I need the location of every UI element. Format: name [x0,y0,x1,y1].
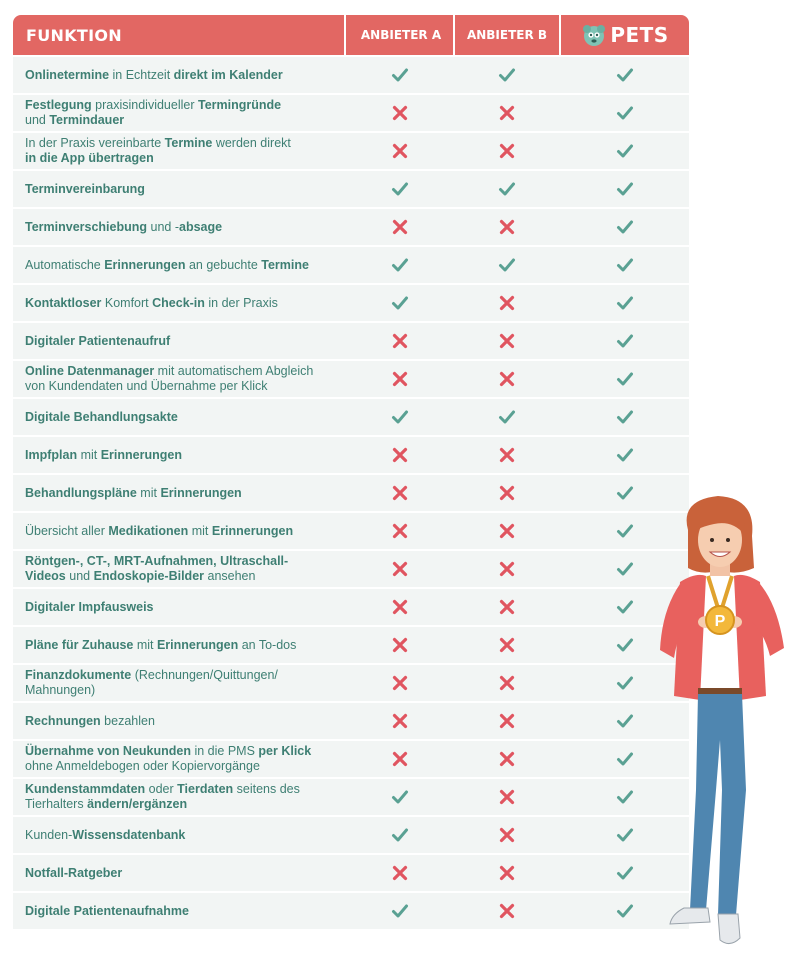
feature-text: Termine [164,136,213,150]
anbieter-a-cell [346,779,453,815]
feature-cell [13,513,344,549]
anbieter-b-cell [455,437,559,473]
feature-text: mit [133,637,157,652]
feature-text: Erinnerungen [211,523,294,538]
cross-icon [391,864,409,882]
pets-cell [561,285,689,321]
anbieter-a-cell [346,627,453,663]
feature-cell [13,741,344,777]
anbieter-b-cell [455,95,559,131]
feature-cell [13,361,344,397]
feature-cell [13,817,344,853]
anbieter-b-cell [455,133,559,169]
feature-text: Festlegung [25,98,92,112]
check-icon [616,446,634,464]
check-icon [391,408,409,426]
feature-text: (Rechnungen/Quittungen/ [131,668,278,682]
anbieter-b-cell [455,551,559,587]
check-icon [498,256,516,274]
feature-text: absage [179,219,223,234]
anbieter-b-cell [455,399,559,435]
cross-icon [391,104,409,122]
table-row [13,437,689,473]
feature-text: Termingründe [197,98,282,112]
feature-text: Onlinetermine [25,67,110,82]
anbieter-b-cell [455,893,559,929]
feature-text: Digitaler Impfausweis [25,599,154,614]
feature-cell [13,551,344,587]
feature-text: oder [145,782,178,796]
check-icon [616,104,634,122]
feature-text: Kunden- [25,827,73,842]
feature-text: per Klick [258,744,312,758]
feature-text: in Echtzeit [109,67,174,82]
table-row [13,703,689,739]
cross-icon [391,636,409,654]
check-icon [616,674,634,692]
pets-cell [561,399,689,435]
cross-icon [498,598,516,616]
cross-icon [498,674,516,692]
cross-icon [391,750,409,768]
table-row [13,779,689,815]
table-row [13,361,689,397]
table-row [13,627,689,663]
cross-icon [498,902,516,920]
table-header [13,15,689,55]
feature-text: in die App übertragen [25,151,154,165]
feature-text: an gebuchte [185,257,262,272]
header-funktion: FUNKTION [26,25,122,45]
cross-icon [498,750,516,768]
anbieter-b-cell [455,779,559,815]
comparison-table [13,15,689,929]
feature-cell [13,893,344,929]
anbieter-b-cell [455,285,559,321]
table-row [13,817,689,853]
feature-text: und - [147,219,179,234]
pets-cell [561,171,689,207]
cross-icon [391,522,409,540]
check-icon [616,370,634,388]
cross-icon [498,446,516,464]
anbieter-a-cell [346,209,453,245]
pets-cell [561,361,689,397]
feature-text: Digitaler Patientenaufruf [25,333,171,348]
cross-icon [498,332,516,350]
feature-text: ansehen [204,569,256,583]
table-row [13,513,689,549]
pets-logo-text: PETS [610,23,669,47]
anbieter-a-cell [346,437,453,473]
cross-icon [498,104,516,122]
table-row [13,589,689,625]
cross-icon [498,142,516,160]
table-row [13,247,689,283]
feature-text: werden direkt [212,136,291,150]
feature-text: Impfplan [25,447,78,462]
anbieter-b-cell [455,57,559,93]
feature-text: Rechnungen [25,713,101,728]
cross-icon [498,484,516,502]
cross-icon [391,598,409,616]
feature-cell [13,247,344,283]
anbieter-a-cell [346,171,453,207]
feature-text: Medikationen [108,523,189,538]
feature-cell [13,323,344,359]
feature-text: Röntgen-, CT-, MRT-Aufnahmen, Ultraschall- [25,554,289,568]
table-body [13,57,689,929]
feature-text: Termindauer [49,113,125,127]
table-row [13,475,689,511]
feature-cell [13,171,344,207]
feature-text: und [65,569,94,583]
anbieter-b-cell [455,817,559,853]
anbieter-a-cell [346,361,453,397]
cross-icon [391,332,409,350]
feature-cell [13,399,344,435]
header-pets [561,15,689,55]
check-icon [498,408,516,426]
check-icon [616,484,634,502]
feature-text: mit [77,447,101,462]
cross-icon [498,636,516,654]
feature-text: Endoskopie-Bilder [93,569,205,583]
feature-text: Finanzdokumente [25,668,132,682]
pets-cell [561,247,689,283]
table-row [13,665,689,701]
check-icon [616,408,634,426]
check-icon [616,902,634,920]
check-icon [391,826,409,844]
check-icon [616,218,634,236]
cross-icon [498,522,516,540]
feature-text: mit [136,485,161,500]
feature-cell [13,627,344,663]
feature-text: In der Praxis vereinbarte [25,136,165,150]
feature-text: Tierdaten [177,782,234,796]
anbieter-a-cell [346,285,453,321]
table-row [13,551,689,587]
check-icon [616,522,634,540]
anbieter-b-cell [455,475,559,511]
feature-text: von Kundendaten und Übernahme per Klick [25,379,268,393]
anbieter-b-cell [455,589,559,625]
feature-text: Pläne für Zuhause [25,637,134,652]
medal-letter: P [714,613,726,630]
check-icon [391,902,409,920]
anbieter-b-cell [455,703,559,739]
feature-text: ändern/ergänzen [87,797,188,811]
feature-text: seitens des [233,782,300,796]
feature-text: in der Praxis [204,295,278,310]
feature-text: mit automatischem Abgleich [154,364,314,378]
check-icon [391,256,409,274]
anbieter-a-cell [346,247,453,283]
anbieter-b-cell [455,209,559,245]
anbieter-b-cell [455,171,559,207]
feature-cell [13,589,344,625]
pets-cell [561,437,689,473]
feature-text: und [25,113,50,127]
feature-text: Tierhalters [25,797,88,811]
check-icon [616,332,634,350]
feature-cell [13,703,344,739]
table-row [13,285,689,321]
anbieter-a-cell [346,513,453,549]
check-icon [616,256,634,274]
pets-cell [561,95,689,131]
pets-cell [561,133,689,169]
feature-text: Wissensdatenbank [72,827,186,842]
cross-icon [498,370,516,388]
anbieter-a-cell [346,665,453,701]
cross-icon [498,560,516,578]
anbieter-a-cell [346,893,453,929]
feature-cell [13,209,344,245]
feature-cell [13,95,344,131]
cross-icon [498,826,516,844]
table-row [13,133,689,169]
anbieter-b-cell [455,323,559,359]
table-row [13,323,689,359]
cross-icon [391,674,409,692]
anbieter-a-cell [346,475,453,511]
woman-with-medal-illustration [640,490,800,960]
table-row [13,893,689,929]
feature-text: Digitale Behandlungsakte [25,409,178,424]
feature-text: praxisindividueller [91,98,198,112]
header-anbieter-b: ANBIETER B [466,28,548,42]
table-row [13,95,689,131]
feature-cell [13,57,344,93]
cross-icon [391,142,409,160]
cross-icon [498,712,516,730]
pets-cell [561,57,689,93]
anbieter-b-cell [455,247,559,283]
anbieter-b-cell [455,741,559,777]
check-icon [498,180,516,198]
feature-text: Mahnungen) [25,683,96,697]
cross-icon [391,560,409,578]
cross-icon [498,788,516,806]
anbieter-b-cell [455,855,559,891]
anbieter-a-cell [346,855,453,891]
feature-text: Erinnerungen [160,485,242,500]
anbieter-b-cell [455,627,559,663]
check-icon [391,66,409,84]
check-icon [616,636,634,654]
feature-text: Übernahme von Neukunden [25,744,191,758]
feature-text: Erinnerungen [156,637,239,652]
cross-icon [391,484,409,502]
anbieter-a-cell [346,551,453,587]
check-icon [391,294,409,312]
check-icon [616,560,634,578]
anbieter-a-cell [346,133,453,169]
feature-cell [13,437,344,473]
pets-logo-icon [581,22,607,48]
anbieter-b-cell [455,513,559,549]
feature-cell [13,285,344,321]
feature-text: Komfort [101,295,153,310]
check-icon [616,598,634,616]
table-row [13,57,689,93]
cross-icon [498,218,516,236]
table-row [13,855,689,891]
table-row [13,741,689,777]
feature-cell [13,779,344,815]
check-icon [498,66,516,84]
feature-cell [13,665,344,701]
feature-text: Digitale Patientenaufnahme [25,903,189,918]
feature-cell [13,855,344,891]
feature-text: Terminvereinbarung [25,181,145,196]
cross-icon [391,446,409,464]
cross-icon [391,218,409,236]
anbieter-b-cell [455,665,559,701]
anbieter-a-cell [346,703,453,739]
feature-text: Check-in [152,295,205,310]
check-icon [616,864,634,882]
check-icon [616,750,634,768]
feature-cell [13,475,344,511]
anbieter-a-cell [346,741,453,777]
cross-icon [498,864,516,882]
check-icon [616,826,634,844]
check-icon [616,142,634,160]
feature-text: bezahlen [100,713,155,728]
anbieter-a-cell [346,399,453,435]
anbieter-a-cell [346,95,453,131]
cross-icon [391,370,409,388]
feature-text: Automatische [25,257,105,272]
check-icon [391,788,409,806]
check-icon [616,294,634,312]
check-icon [616,712,634,730]
header-anbieter-a: ANBIETER A [360,28,442,42]
feature-text: direkt im Kalender [173,67,283,82]
cross-icon [391,712,409,730]
table-row [13,399,689,435]
check-icon [616,180,634,198]
feature-text: Kontaktloser [25,295,102,310]
feature-cell [13,133,344,169]
table-row [13,171,689,207]
feature-text: Notfall-Ratgeber [25,865,123,880]
pets-cell [561,209,689,245]
anbieter-b-cell [455,361,559,397]
feature-text: Videos [25,569,66,583]
header-divider [344,15,346,55]
anbieter-a-cell [346,589,453,625]
check-icon [391,180,409,198]
table-row [13,209,689,245]
pets-cell [561,323,689,359]
feature-text: Erinnerungen [100,447,182,462]
feature-text: Behandlungspläne [25,485,137,500]
feature-text: Erinnerungen [104,257,186,272]
feature-text: mit [188,523,212,538]
feature-text: Termine [261,257,309,272]
feature-text: Kundenstammdaten [25,782,146,796]
feature-text: Übersicht aller [25,523,109,538]
feature-text: an To-dos [238,637,297,652]
anbieter-a-cell [346,57,453,93]
feature-text: Terminverschiebung [25,219,148,234]
cross-icon [498,294,516,312]
feature-text: in die PMS [191,744,259,758]
check-icon [616,66,634,84]
feature-text: Online Datenmanager [25,364,155,378]
anbieter-a-cell [346,323,453,359]
feature-text: ohne Anmeldebogen oder Kopiervorgänge [25,759,260,773]
check-icon [616,788,634,806]
anbieter-a-cell [346,817,453,853]
